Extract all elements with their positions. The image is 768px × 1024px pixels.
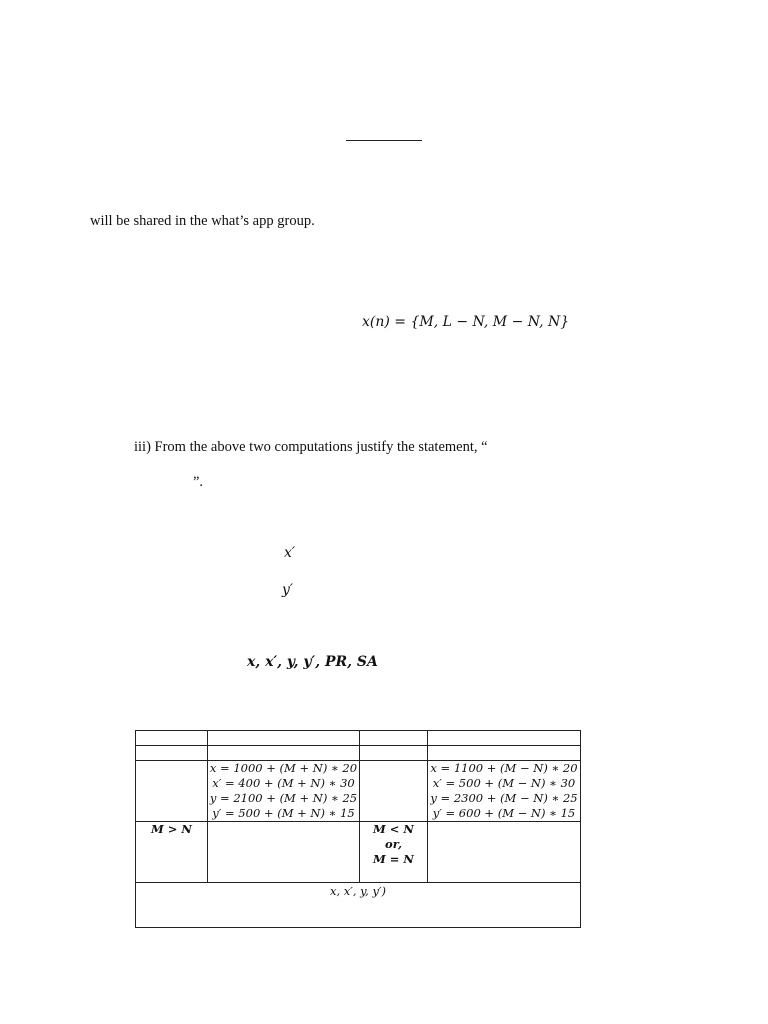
table-footer-note bbox=[136, 883, 581, 928]
table-cell bbox=[208, 731, 360, 746]
case1-equation-y-prime: y′ = 500 + (M + N) ∗ 15 bbox=[212, 806, 355, 820]
case2-equation-y: y = 2300 + (M − N) ∗ 25 bbox=[430, 791, 578, 805]
table-cell bbox=[428, 822, 581, 883]
table-row bbox=[136, 883, 581, 928]
cases-table bbox=[135, 730, 581, 928]
question-iii: iii) From the above two computations justify the statement, “ bbox=[134, 439, 488, 455]
case1-equations-cell bbox=[208, 761, 360, 822]
table-row bbox=[136, 731, 581, 746]
case2-condition-line: M = N bbox=[373, 852, 414, 866]
table-row bbox=[136, 822, 581, 883]
table-cell bbox=[428, 746, 581, 761]
variable-x-prime: x′ bbox=[284, 545, 296, 561]
shared-note: will be shared in the what’s app group. bbox=[90, 213, 315, 229]
footer-variables: x, x′, y, y′) bbox=[329, 884, 387, 898]
case1-equation-x-prime: x′ = 400 + (M + N) ∗ 30 bbox=[212, 776, 355, 790]
case1-equation-x: x = 1000 + (M + N) ∗ 20 bbox=[209, 761, 358, 775]
table-cell bbox=[208, 822, 360, 883]
table-cell bbox=[360, 761, 428, 822]
table-cell bbox=[136, 746, 208, 761]
case2-equation-y-prime: y′ = 600 + (M − N) ∗ 15 bbox=[432, 806, 576, 820]
case1-equation-y: y = 2100 + (M + N) ∗ 25 bbox=[209, 791, 358, 805]
table-cell bbox=[136, 731, 208, 746]
table-cell bbox=[360, 731, 428, 746]
table-row bbox=[136, 761, 581, 822]
table-cell bbox=[208, 746, 360, 761]
table-cell bbox=[136, 761, 208, 822]
table-cell bbox=[428, 731, 581, 746]
case2-equation-x-prime: x′ = 500 + (M − N) ∗ 30 bbox=[432, 776, 576, 790]
closing-quote: ”. bbox=[193, 474, 204, 490]
case2-equation-x: x = 1100 + (M − N) ∗ 20 bbox=[430, 761, 578, 775]
case1-condition: M > N bbox=[136, 822, 208, 883]
case2-condition-line: or, bbox=[385, 837, 402, 851]
case2-condition-cell bbox=[360, 822, 428, 883]
table-cell bbox=[360, 746, 428, 761]
title-underline bbox=[346, 140, 422, 141]
case2-equations-cell bbox=[428, 761, 581, 822]
variables-list: x, x′, y, y′, PR, SA bbox=[247, 654, 378, 670]
variable-y-prime: y′ bbox=[282, 582, 294, 598]
case2-condition-line: M < N bbox=[373, 822, 414, 836]
signal-equation: x(n) = {M, L − N, M − N, N} bbox=[362, 314, 570, 330]
table-row bbox=[136, 746, 581, 761]
